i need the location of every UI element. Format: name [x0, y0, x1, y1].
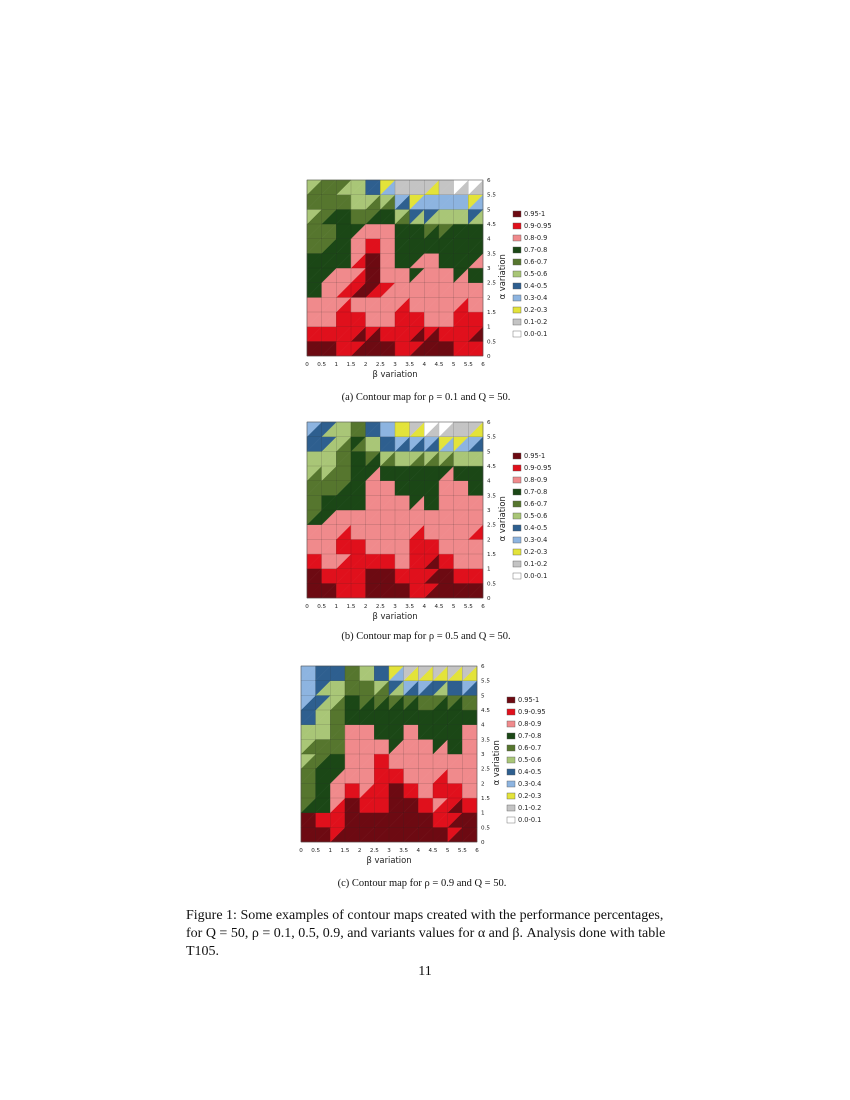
legend-swatch	[513, 477, 521, 483]
legend-swatch	[507, 733, 515, 739]
legend-label: 0.0-0.1	[518, 816, 542, 824]
legend-item	[507, 768, 541, 776]
legend-item	[513, 512, 547, 520]
y-tick-label: 3.5	[487, 493, 496, 500]
legend-swatch	[513, 211, 521, 217]
legend-item	[513, 500, 547, 508]
legend-label: 0.95-1	[518, 696, 540, 704]
legend-label: 0.3-0.4	[524, 294, 548, 302]
x-tick-label: 3.5	[399, 848, 409, 854]
y-tick-label: 3	[487, 508, 491, 514]
legend-item	[513, 488, 547, 496]
x-tick-label: 6	[481, 604, 485, 610]
legend-swatch	[513, 465, 521, 471]
legend-label: 0.5-0.6	[524, 512, 548, 520]
legend-item	[507, 756, 541, 764]
legend-item	[507, 720, 541, 728]
legend-item	[507, 744, 541, 752]
legend-swatch	[507, 817, 515, 823]
x-tick-label: 5.5	[463, 604, 473, 610]
y-tick-label: 1.5	[481, 796, 490, 802]
y-tick-label: 4.5	[487, 464, 496, 470]
x-tick-label: 2	[363, 604, 368, 610]
y-tick-label: 2	[487, 295, 491, 302]
legend-item	[507, 708, 546, 716]
y-tick-label: 3	[487, 266, 491, 272]
y-tick-label: 3.5	[481, 737, 490, 744]
legend-swatch	[507, 805, 515, 811]
legend-item	[507, 816, 541, 824]
y-tick-label: 6	[487, 178, 491, 184]
legend-item	[513, 524, 547, 532]
page-number: 11	[418, 964, 432, 979]
legend	[513, 210, 552, 338]
x-tick-label: 3	[393, 604, 397, 610]
legend-swatch	[513, 271, 521, 277]
legend-label: 0.5-0.6	[518, 756, 542, 764]
legend-swatch	[513, 235, 521, 241]
x-tick-label: 5	[445, 848, 450, 854]
contour-map-b	[290, 418, 560, 630]
x-tick-label: 2	[357, 848, 362, 854]
legend-item	[507, 792, 541, 800]
legend-label: 0.6-0.7	[524, 500, 548, 508]
legend-item	[513, 548, 547, 556]
legend-label: 0.5-0.6	[524, 270, 548, 278]
legend-swatch	[513, 525, 521, 531]
legend-item	[513, 210, 545, 218]
y-tick-label: 2.5	[487, 522, 496, 529]
y-axis-label: α variation	[497, 496, 507, 542]
legend-swatch	[507, 697, 515, 703]
y-tick-label: 4.5	[487, 222, 496, 228]
y-tick-label: 0	[487, 354, 491, 360]
legend-label: 0.1-0.2	[518, 804, 542, 812]
legend-item	[513, 318, 547, 326]
x-tick-label: 6	[481, 362, 485, 368]
y-axis-label: α variation	[497, 254, 507, 300]
legend-item	[507, 780, 541, 788]
y-tick-label: 4	[487, 478, 491, 485]
x-tick-label: 6	[475, 848, 479, 854]
legend-item	[513, 282, 547, 290]
y-tick-label: 0.5	[487, 581, 496, 588]
legend-label: 0.8-0.9	[518, 720, 542, 728]
x-tick-label: 5.5	[457, 848, 467, 854]
legend-swatch	[513, 513, 521, 519]
legend-swatch	[507, 721, 515, 727]
y-tick-label: 0.5	[481, 825, 490, 832]
legend-label: 0.2-0.3	[524, 306, 548, 314]
x-tick-label: 1.5	[346, 362, 356, 368]
figure-caption: Figure 1: Some examples of contour maps created with the performance percentages, for Q = 50, ρ = 0.1, 0.5, 0.9, and variants values for α and β. Analysis done with table T105.	[186, 908, 666, 959]
x-tick-label: 0.5	[317, 604, 327, 610]
legend-label: 0.95-1	[524, 210, 546, 218]
legend-label: 0.4-0.5	[518, 768, 542, 776]
y-tick-label: 4.5	[481, 708, 490, 714]
legend-item	[513, 536, 547, 544]
y-tick-label: 5.5	[487, 192, 496, 199]
y-tick-label: 6	[481, 664, 485, 670]
x-axis-label: β variation	[372, 611, 418, 621]
legend-swatch	[507, 709, 515, 715]
y-tick-label: 1	[487, 566, 491, 573]
legend-item	[513, 452, 545, 460]
x-tick-label: 3.5	[405, 362, 415, 368]
legend-label: 0.8-0.9	[524, 234, 548, 242]
contour-panel-c	[284, 662, 554, 874]
legend-swatch	[513, 223, 521, 229]
y-tick-label: 1.5	[487, 310, 496, 316]
x-tick-label: 5.5	[463, 362, 473, 368]
legend-label: 0.0-0.1	[524, 572, 548, 580]
legend-item	[513, 258, 547, 266]
legend-swatch	[513, 259, 521, 265]
y-tick-label: 5	[481, 693, 485, 700]
legend-swatch	[513, 295, 521, 301]
x-tick-label: 1	[334, 362, 339, 368]
y-axis-label: α variation	[491, 740, 501, 786]
x-tick-label: 4	[416, 848, 421, 854]
x-tick-label: 0	[305, 604, 309, 610]
legend-label: 0.8-0.9	[524, 476, 548, 484]
y-tick-label: 4	[481, 722, 485, 729]
x-tick-label: 3	[387, 848, 391, 854]
x-tick-label: 1.5	[340, 848, 350, 854]
legend-item	[513, 234, 547, 242]
legend-item	[513, 306, 547, 314]
legend-label: 0.4-0.5	[524, 524, 548, 532]
x-tick-label: 0.5	[311, 848, 321, 854]
legend-swatch	[507, 757, 515, 763]
x-axis-label: β variation	[366, 855, 412, 865]
y-tick-label: 0.5	[487, 339, 496, 346]
x-tick-label: 3	[393, 362, 397, 368]
legend-swatch	[513, 489, 521, 495]
legend-item	[513, 246, 547, 254]
y-tick-label: 5.5	[487, 434, 496, 441]
legend	[507, 696, 546, 824]
legend-swatch	[513, 501, 521, 507]
legend-label: 0.0-0.1	[524, 330, 548, 338]
y-tick-label: 0	[481, 840, 485, 846]
legend-item	[507, 696, 539, 704]
legend-item	[513, 330, 547, 338]
legend-swatch	[513, 319, 521, 325]
y-tick-label: 5.5	[481, 678, 490, 685]
contour-map-a	[290, 176, 560, 388]
x-tick-label: 1.5	[346, 604, 356, 610]
legend-item	[513, 464, 552, 472]
legend-item	[513, 222, 552, 230]
y-tick-label: 2.5	[487, 280, 496, 287]
x-tick-label: 4.5	[434, 362, 444, 368]
legend-label: 0.1-0.2	[524, 560, 548, 568]
x-tick-label: 4.5	[428, 848, 438, 854]
x-tick-label: 0	[305, 362, 309, 368]
y-tick-label: 3.5	[487, 251, 496, 258]
legend-label: 0.95-1	[524, 452, 546, 460]
legend-item	[507, 804, 541, 812]
legend-label: 0.7-0.8	[524, 246, 548, 254]
x-tick-label: 4.5	[434, 604, 444, 610]
legend-label: 0.3-0.4	[518, 780, 542, 788]
x-tick-label: 5	[451, 604, 456, 610]
subcaption-a: (a) Contour map for ρ = 0.1 and Q = 50.	[341, 392, 511, 403]
y-tick-label: 6	[487, 420, 491, 426]
legend-swatch	[513, 537, 521, 543]
contour-map-c	[284, 662, 554, 874]
y-tick-label: 3	[481, 752, 485, 758]
contour-panel-a	[290, 176, 560, 388]
x-tick-label: 1	[334, 604, 339, 610]
y-tick-label: 2	[481, 781, 485, 788]
legend-label: 0.2-0.3	[524, 548, 548, 556]
subcaption-c: (c) Contour map for ρ = 0.9 and Q = 50.	[337, 878, 507, 889]
legend-item	[513, 572, 547, 580]
legend-item	[513, 270, 547, 278]
legend-item	[513, 476, 547, 484]
legend-swatch	[513, 573, 521, 579]
x-tick-label: 4	[422, 604, 427, 610]
legend-label: 0.6-0.7	[518, 744, 542, 752]
x-tick-label: 1	[328, 848, 333, 854]
x-tick-label: 4	[422, 362, 427, 368]
legend-label: 0.7-0.8	[518, 732, 542, 740]
x-tick-label: 2	[363, 362, 368, 368]
x-tick-label: 2.5	[369, 848, 379, 854]
legend-swatch	[513, 283, 521, 289]
x-tick-label: 2.5	[375, 604, 385, 610]
x-axis-label: β variation	[372, 369, 418, 379]
x-tick-label: 0.5	[317, 362, 327, 368]
legend-swatch	[513, 247, 521, 253]
subcaption-b: (b) Contour map for ρ = 0.5 and Q = 50.	[341, 631, 511, 642]
legend-swatch	[513, 331, 521, 337]
y-tick-label: 4	[487, 236, 491, 243]
y-tick-label: 2.5	[481, 766, 490, 773]
legend-item	[513, 560, 547, 568]
y-tick-label: 0	[487, 596, 491, 602]
legend-label: 0.9-0.95	[524, 464, 552, 472]
legend-swatch	[513, 453, 521, 459]
legend-swatch	[513, 561, 521, 567]
legend	[513, 452, 552, 580]
contour-panel-b	[290, 418, 560, 630]
legend-label: 0.1-0.2	[524, 318, 548, 326]
x-tick-label: 0	[299, 848, 303, 854]
legend-label: 0.3-0.4	[524, 536, 548, 544]
legend-item	[507, 732, 541, 740]
x-tick-label: 2.5	[375, 362, 385, 368]
y-tick-label: 2	[487, 537, 491, 544]
legend-label: 0.6-0.7	[524, 258, 548, 266]
y-tick-label: 5	[487, 207, 491, 214]
x-tick-label: 5	[451, 362, 456, 368]
y-tick-label: 1	[481, 810, 485, 817]
y-tick-label: 5	[487, 449, 491, 456]
legend-item	[513, 294, 547, 302]
legend-swatch	[507, 769, 515, 775]
y-tick-label: 1.5	[487, 552, 496, 558]
legend-label: 0.7-0.8	[524, 488, 548, 496]
legend-swatch	[507, 793, 515, 799]
legend-label: 0.9-0.95	[524, 222, 552, 230]
legend-label: 0.4-0.5	[524, 282, 548, 290]
legend-swatch	[507, 745, 515, 751]
legend-swatch	[513, 307, 521, 313]
y-tick-label: 1	[487, 324, 491, 331]
legend-swatch	[513, 549, 521, 555]
legend-label: 0.9-0.95	[518, 708, 546, 716]
x-tick-label: 3.5	[405, 604, 415, 610]
legend-swatch	[507, 781, 515, 787]
legend-label: 0.2-0.3	[518, 792, 542, 800]
